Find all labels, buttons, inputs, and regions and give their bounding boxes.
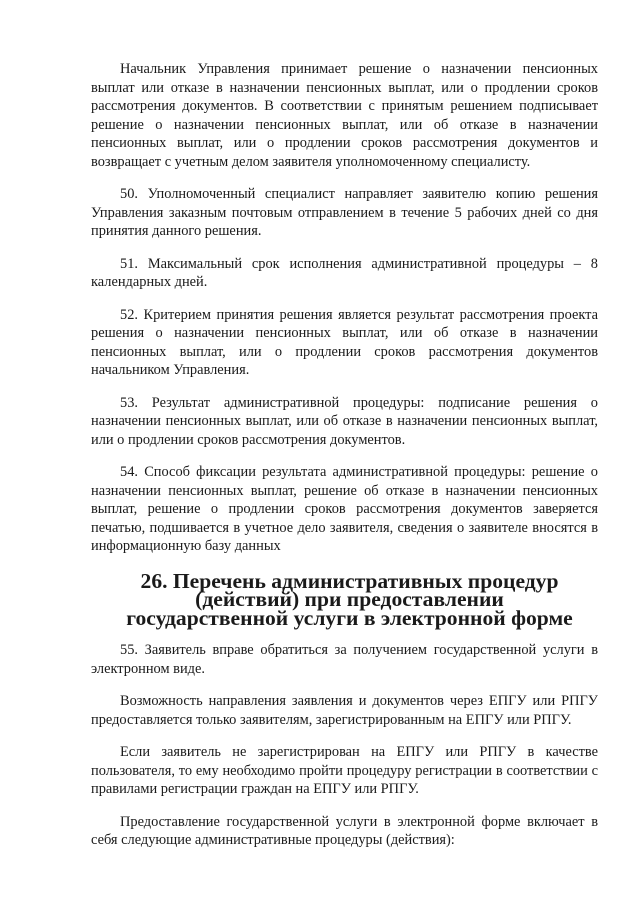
paragraph-50: 50. Уполномоченный специалист направляет заявителю копию решения Управления заказным почтовым отправлением в течение 5 рабочих дней со дня принятия данного решения. xyxy=(91,186,598,239)
paragraph-submission-possibility: Возможность направления заявления и документов через ЕПГУ или РПГУ предоставляется только заявителям, зарегистрированным на ЕПГУ или РПГУ. xyxy=(91,693,598,728)
paragraph-52: 52. Критерием принятия решения является результат рассмотрения проекта решения о назначении пенсионных выплат, или об отказе в назначении пенсионных выплат, или о продлении сроков рассмотрения документов начальником Управления. xyxy=(91,306,598,378)
paragraph-54: 54. Способ фиксации результата административной процедуры: решение о назначении пенсионных выплат, решение об отказе в назначении пенсионных выплат, решение о продлении сроков рассмотрения документов заверяется печатью, подшивается в учетное дело заявителя, сведения о заявителе вносятся в информационную базу данных xyxy=(91,464,598,554)
section-heading: 26. Перечень административных процедур (действий) при предоставлении государственной услуги в электронной форме xyxy=(126,568,573,630)
paragraph-decision-head: Начальник Управления принимает решение о назначении пенсионных выплат или отказе в назначении пенсионных выплат, или о продлении сроков рассмотрения документов. В соответствии с принятым решением подписывает решение о назначении пенсионных выплат, или об отказе в назначении пенсионных выплат, или о продлении сроков рассмотрения документов и возвращает с учетным делом заявителя уполномоченному специалисту. xyxy=(91,61,598,170)
paragraph-51: 51. Максимальный срок исполнения административной процедуры – 8 календарных дней. xyxy=(91,255,598,290)
paragraph-53: 53. Результат административной процедуры: подписание решения о назначении пенсионных выплат, или об отказе в назначении пенсионных выплат, или о продлении сроков рассмотрения документов. xyxy=(91,394,598,448)
paragraph-registration: Если заявитель не зарегистрирован на ЕПГУ или РПГУ в качестве пользователя, то ему необходимо пройти процедуру регистрации в соответствии с правилами регистрации граждан на ЕПГУ или РПГУ. xyxy=(91,744,598,797)
paragraph-55: 55. Заявитель вправе обратиться за получением государственной услуги в электронном виде. xyxy=(91,642,598,677)
paragraph-electronic-procedures: Предоставление государственной услуги в электронной форме включает в себя следующие административные процедуры (действия): xyxy=(91,813,598,848)
